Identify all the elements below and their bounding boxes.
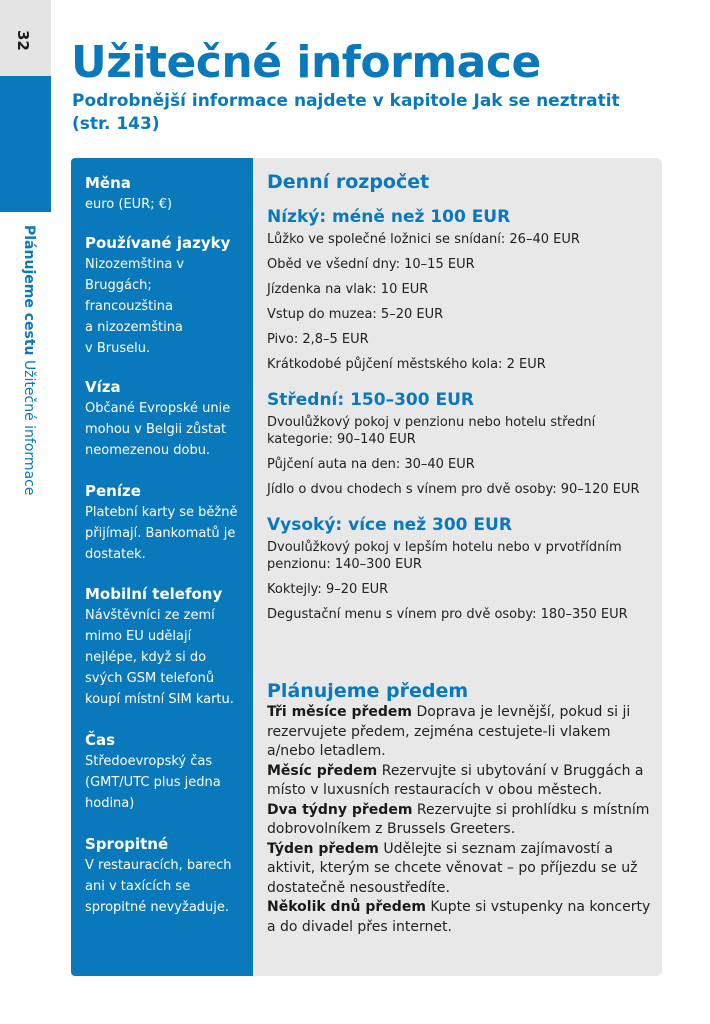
budget-item: Půjčení auta na den: 30–40 EUR (267, 457, 475, 472)
page-number-tab (0, 0, 51, 76)
budget-level-mid (267, 414, 652, 498)
fact-languages (85, 232, 235, 359)
planning-item (267, 840, 652, 899)
planning-when: Dva týdny předem (267, 801, 413, 818)
planning-section (267, 679, 652, 937)
budget-item: Krátkodobé půjčení městského kola: 2 EUR (267, 357, 546, 372)
fact-text: Platební karty se běžně přijímají. Bankomatů je dostatek. (85, 505, 238, 562)
page-title: Užitečné informace (71, 37, 541, 88)
budget-item: Jízdenka na vlak: 10 EUR (267, 282, 429, 297)
fact-tipping (85, 833, 245, 918)
fact-label: Mobilní telefony (85, 585, 223, 603)
info-panel (253, 158, 662, 976)
planning-text: Rezervujte si prohlídku s místním dobrovolníkem z Brussels Greeters. (267, 801, 650, 837)
facts-sidebar (71, 158, 253, 976)
budget-level-heading: Nízký: méně než 100 EUR (267, 207, 511, 227)
budget-level-low (267, 231, 652, 373)
section-name: Plánujeme cestu (21, 225, 37, 356)
fact-currency (85, 172, 245, 215)
budget-section (267, 170, 652, 623)
fact-text: Středoevropský čas (GMT/UTC plus jedna hodina) (85, 754, 221, 811)
budget-title: Denní rozpočet (267, 171, 430, 193)
planning-item (267, 898, 652, 937)
budget-item: Degustační menu s vínem pro dvě osoby: 180–350 EUR (267, 607, 628, 622)
budget-item: Lůžko ve společné ložnici se snídaní: 26–40 EUR (267, 232, 580, 247)
budget-item: Jídlo o dvou chodech s vínem pro dvě osoby: 90–120 EUR (267, 482, 640, 497)
page-subtitle: Podrobnější informace najdete v kapitole Jak se neztratit (str. 143) (72, 91, 620, 134)
planning-item (267, 801, 652, 840)
budget-item: Dvoulůžkový pokoj v lepším hotelu nebo v prvotřídním penzionu: 140–300 EUR (267, 540, 622, 572)
fact-text: Návštěvníci ze zemí mimo EU udělají nejlépe, když si do svých GSM telefonů koupí místní SIM kartu. (85, 608, 234, 707)
planning-title: Plánujeme předem (267, 680, 469, 702)
budget-item: Oběd ve všední dny: 10–15 EUR (267, 257, 475, 272)
budget-item: Dvoulůžkový pokoj v penzionu nebo hotelu střední kategorie: 90–140 EUR (267, 415, 596, 447)
planning-item (267, 762, 652, 801)
planning-list (267, 703, 652, 937)
fact-text: Občané Evropské unie mohou v Belgii zůstat neomezenou dobu. (85, 401, 231, 458)
fact-mobile-phones (85, 583, 245, 710)
planning-when: Několik dnů předem (267, 899, 426, 915)
fact-label: Peníze (85, 482, 141, 500)
fact-label: Spropitné (85, 835, 169, 853)
fact-text: Nizozemština v Bruggách; francouzština a nizozemština v Bruselu. (85, 257, 185, 356)
planning-when: Tři měsíce předem (267, 704, 412, 720)
fact-time (85, 729, 245, 814)
fact-label: Používané jazyky (85, 234, 231, 252)
budget-level-heading: Střední: 150–300 EUR (267, 390, 474, 410)
budget-level-high (267, 539, 652, 623)
fact-text: euro (EUR; €) (85, 197, 173, 212)
fact-label: Víza (85, 378, 121, 396)
budget-item: Koktejly: 9–20 EUR (267, 582, 389, 597)
planning-text: Udělejte si seznam zajímavostí a aktivit, kterým se chcete věnovat – po příjezdu se už dostatečně nesoustředíte. (267, 840, 638, 896)
fact-visa (85, 376, 245, 461)
planning-text: Kupte si vstupenky na koncerty a do divadel přes internet. (267, 899, 651, 935)
planning-text: Rezervujte si ubytování v Bruggách a místo v luxusních restauracích v obou městech. (267, 762, 644, 798)
budget-item: Pivo: 2,8–5 EUR (267, 332, 369, 347)
fact-label: Čas (85, 731, 116, 749)
budget-level-heading: Vysoký: více než 300 EUR (267, 515, 512, 535)
planning-when: Měsíc předem (267, 762, 378, 779)
fact-text: V restauracích, barech ani v taxících se spropitné nevyžaduje. (85, 858, 232, 915)
planning-item (267, 703, 652, 762)
section-tab (0, 76, 51, 212)
planning-when: Týden předem (267, 840, 379, 857)
fact-label: Měna (85, 174, 131, 192)
running-section-label (21, 225, 37, 495)
budget-item: Vstup do muzea: 5–20 EUR (267, 307, 444, 322)
planning-text: Doprava je levnější, pokud si ji rezervujete předem, zejména cestujete-li vlakem a/nebo letadlem. (267, 704, 631, 759)
page-number: 32 (14, 30, 32, 51)
fact-money (85, 480, 245, 565)
subsection-name: Užitečné informace (21, 359, 37, 496)
